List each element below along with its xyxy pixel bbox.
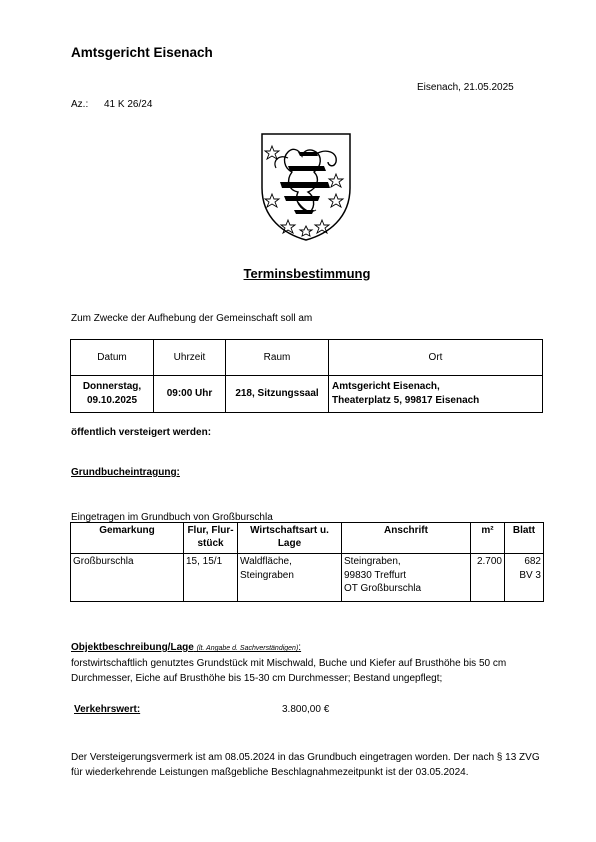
column-header: m² bbox=[471, 523, 505, 554]
cell-gemarkung: Großburschla bbox=[71, 554, 184, 602]
appointment-time: 09:00 Uhr bbox=[154, 376, 226, 413]
object-heading-note: (lt. Angabe d. Sachverständigen) bbox=[196, 645, 299, 652]
table-header-row bbox=[71, 523, 544, 554]
cell-wirtschaftsart: Waldfläche, Steingraben bbox=[238, 554, 342, 602]
column-header: Wirtschaftsart u. Lage bbox=[238, 523, 342, 554]
place-date: Eisenach, 21.05.2025 bbox=[417, 82, 514, 93]
column-header: Uhrzeit bbox=[154, 340, 226, 376]
land-register-heading: Grundbucheintragung: bbox=[71, 467, 180, 478]
object-heading-colon: : bbox=[298, 642, 302, 653]
object-description-heading bbox=[71, 642, 301, 653]
column-header: Flur, Flur- stück bbox=[184, 523, 238, 554]
market-value: 3.800,00 € bbox=[282, 704, 330, 715]
auction-notice: öffentlich versteigert werden: bbox=[71, 427, 212, 438]
appointment-date bbox=[71, 376, 154, 413]
court-name: Amtsgericht Eisenach bbox=[71, 45, 213, 60]
place-address: Theaterplatz 5, 99817 Eisenach bbox=[332, 395, 480, 406]
cell-flur: 15, 15/1 bbox=[184, 554, 238, 602]
table-header-row bbox=[71, 340, 543, 376]
table-row bbox=[71, 554, 544, 602]
property-table bbox=[70, 522, 544, 602]
column-header: Gemarkung bbox=[71, 523, 184, 554]
table-row bbox=[71, 376, 543, 413]
weekday: Donnerstag, bbox=[82, 381, 142, 392]
document-title: Terminsbestimmung bbox=[243, 266, 371, 281]
thuringia-coat-of-arms-icon bbox=[258, 130, 354, 242]
file-number: 41 K 26/24 bbox=[104, 99, 153, 110]
file-number-label: Az.: bbox=[71, 99, 89, 110]
column-header: Datum bbox=[71, 340, 154, 376]
column-header: Raum bbox=[226, 340, 329, 376]
appointment-table bbox=[70, 339, 543, 413]
column-header: Ort bbox=[329, 340, 543, 376]
place-name: Amtsgericht Eisenach, bbox=[332, 381, 440, 392]
cell-anschrift: Steingraben, 99830 Treffurt OT Großburschla bbox=[342, 554, 471, 602]
footer-text: Der Versteigerungsvermerk ist am 08.05.2024 in das Grundbuch eingetragen worden. Der nach § 13 ZVG für wiederkehrende Leistungen maßgebliche Beschlagnahmezeitpunkt ist der 03.05.2024. bbox=[71, 752, 540, 778]
cell-area: 2.700 bbox=[471, 554, 505, 602]
cell-blatt: 682 BV 3 bbox=[505, 554, 544, 602]
date: 09.10.2025 bbox=[86, 395, 138, 406]
object-heading-text: Objektbeschreibung/Lage bbox=[71, 642, 194, 653]
column-header: Blatt bbox=[505, 523, 544, 554]
appointment-room: 218, Sitzungssaal bbox=[226, 376, 329, 413]
intro-text: Zum Zwecke der Aufhebung der Gemeinschaft soll am bbox=[71, 313, 313, 324]
registered-in-text: Eingetragen im Grundbuch von Großburschla bbox=[71, 512, 273, 523]
column-header: Anschrift bbox=[342, 523, 471, 554]
object-description-text: forstwirtschaftlich genutztes Grundstück mit Mischwald, Buche und Kiefer auf Brusthöhe bis 50 cm Durchmesser, Eiche auf Brusthöhe bis 15-30 cm Durchmesser; Bestand ungepflegt; bbox=[71, 658, 507, 684]
market-value-label: Verkehrswert: bbox=[74, 704, 141, 715]
appointment-place bbox=[329, 376, 543, 413]
